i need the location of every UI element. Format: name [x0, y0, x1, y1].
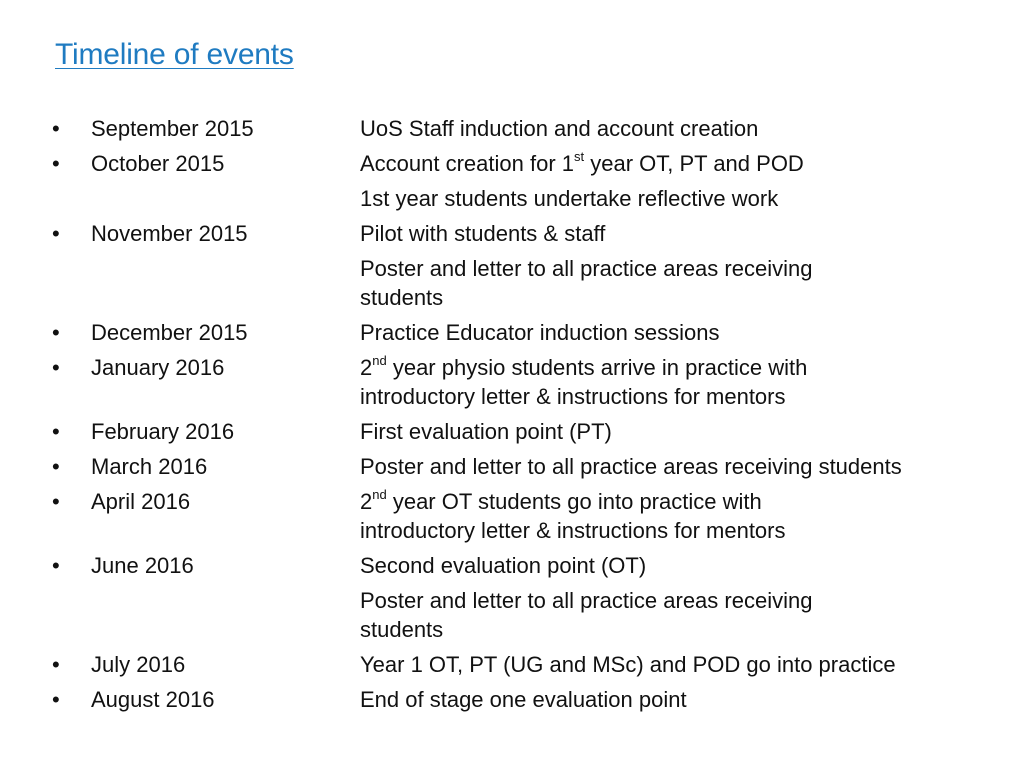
entry-description	[360, 318, 1000, 347]
entry-description	[360, 184, 1000, 213]
timeline-entry	[0, 650, 1024, 679]
timeline-entry	[0, 417, 1024, 446]
timeline-entry	[0, 184, 1024, 213]
ordinal-suffix: st	[574, 148, 585, 164]
bullet-icon: •	[52, 151, 60, 176]
entry-description	[360, 353, 880, 411]
entry-date: June 2016	[91, 553, 194, 578]
timeline-entry	[0, 219, 1024, 248]
ordinal-suffix: nd	[372, 352, 387, 368]
timeline-entry	[0, 452, 1024, 481]
description-text: UoS Staff induction and account creation	[360, 116, 759, 141]
entry-date: October 2015	[91, 151, 225, 176]
bullet-icon: •	[52, 489, 60, 514]
description-text: 2	[360, 355, 373, 380]
timeline-entry	[0, 318, 1024, 347]
bullet-icon: •	[52, 116, 60, 141]
bullet-icon: •	[52, 419, 60, 444]
bullet-icon: •	[52, 320, 60, 345]
bullet-icon: •	[52, 553, 60, 578]
description-text: 2	[360, 489, 373, 514]
entry-date: August 2016	[91, 687, 215, 712]
description-text: Poster and letter to all practice areas receiving students	[360, 256, 813, 310]
timeline-entry	[0, 685, 1024, 714]
timeline-entry	[0, 487, 1024, 545]
description-text: Account creation for 1	[360, 151, 575, 176]
entry-description	[360, 114, 1000, 143]
timeline-entry	[0, 254, 1024, 312]
entry-date: March 2016	[91, 454, 208, 479]
entry-date: July 2016	[91, 652, 186, 677]
bullet-icon: •	[52, 687, 60, 712]
entry-description	[360, 650, 1000, 679]
entry-date: September 2015	[91, 116, 254, 141]
ordinal-suffix: nd	[372, 486, 387, 502]
bullet-icon: •	[52, 454, 60, 479]
entry-description	[360, 417, 1000, 446]
description-text: year OT, PT and POD	[584, 151, 804, 176]
description-text: Practice Educator induction sessions	[360, 320, 720, 345]
entry-date: January 2016	[91, 355, 225, 380]
description-text: Poster and letter to all practice areas receiving students	[360, 454, 902, 479]
entry-description	[360, 551, 1000, 580]
entry-description	[360, 586, 880, 644]
entry-date: December 2015	[91, 320, 248, 345]
entry-description	[360, 254, 880, 312]
entry-description	[360, 149, 1000, 178]
entry-description	[360, 685, 1000, 714]
description-text: Poster and letter to all practice areas receiving students	[360, 588, 813, 642]
entry-description	[360, 452, 1000, 481]
entry-date: November 2015	[91, 221, 248, 246]
timeline-entry	[0, 114, 1024, 143]
timeline-list	[0, 114, 1024, 714]
timeline-entry	[0, 551, 1024, 580]
entry-date: February 2016	[91, 419, 235, 444]
bullet-icon: •	[52, 221, 60, 246]
slide-title: Timeline of events	[55, 38, 294, 71]
description-text: Year 1 OT, PT (UG and MSc) and POD go into practice	[360, 652, 896, 677]
timeline-entry	[0, 353, 1024, 411]
description-text: First evaluation point (PT)	[360, 419, 612, 444]
description-text: End of stage one evaluation point	[360, 687, 687, 712]
description-text: year physio students arrive in practice with introductory letter & instructions for mentors	[360, 355, 808, 409]
entry-description	[360, 219, 1000, 248]
bullet-icon: •	[52, 355, 60, 380]
description-text: 1st year students undertake reflective work	[360, 186, 779, 211]
entry-date: April 2016	[91, 489, 191, 514]
timeline-entry	[0, 586, 1024, 644]
timeline-entry	[0, 149, 1024, 178]
entry-description	[360, 487, 880, 545]
description-text: Second evaluation point (OT)	[360, 553, 647, 578]
bullet-icon: •	[52, 652, 60, 677]
description-text: Pilot with students & staff	[360, 221, 606, 246]
description-text: year OT students go into practice with introductory letter & instructions for mentors	[360, 489, 786, 543]
